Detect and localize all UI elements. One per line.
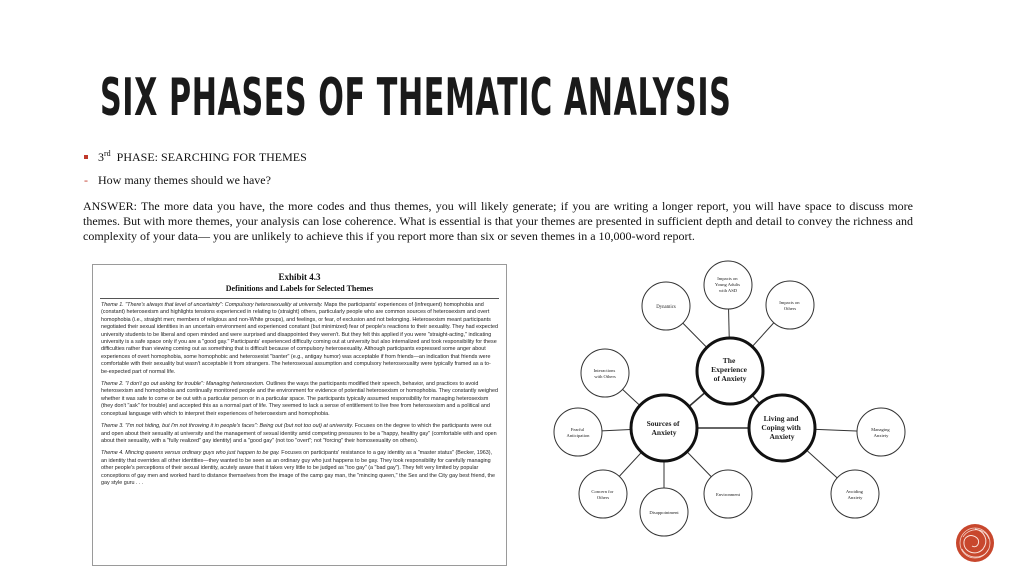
theme-2-text: Outlines the ways the participants modified their speech, behavior, and practices to avoid heterosexism and homophobia and continually monitored people and the environment for evidence of potential heterosexism or homophobia. They constantly weighed whether it was safe to come or be out with a particular person or in a particular space. The participants typically assumed responsibility for managing heterosexism (they don't "ask" for trouble) and accepted this as a normal part of life. They seemed to lack a sense of entitlement to live free from heterosexism and a political and conceptual language with which to interpret their experiences of heterosexism and homophobia. bbox=[101, 381, 498, 417]
answer-paragraph: ANSWER: The more data you have, the more codes and thus themes, you will likely generate; if you are writing a longer report, you will have space to discuss more themes. But with more themes, your analysis can lose coherence. What is essential is that your themes are presented in sufficient depth and detail to convey the richness and complexity of your data— you are unlikely to achieve this if you report more than six or seven themes in a 10,000-word report. bbox=[83, 199, 913, 243]
theme-1-text: Maps the participants' experiences of (infrequent) homophobia and (constant) heterosexism and highlights tensions experienced in relating to (straight) others, particularly people who are common sources of heterosexism and overt homophobia (i.e., straight men; members of religious and non-White groups), and feelings, or fear, of exclusion and not belonging. Heterosexism meant participants negotiated their sexual identities in an uncertain environment and experienced constant (but minimized) fear of people's reactions to their sexuality. They had expected university students to be liberal and open minded and were surprised and disappointed they weren't. But they felt this applied if you were "straight-acting," indicating university is a safe space only if you are a "good gay." Participants' experienced difficulty coming out at university but also internalized and took responsibility for these difficulties rather than viewing coming out as something that is difficult because of compulsory heterosexuality. Although participants expressed some anger about experiences of overt homophobia, some homophobic and heterosexist "banter" (e.g., antigay humor) was acceptable if from friends—an indication that friends were comfortable with their sexuality but wasn't acceptable it from strangers. The heterosexual assumption and compulsory heterosexuality were typically framed as a to-be-expected part of normal life. bbox=[101, 302, 498, 375]
exhibit-body bbox=[101, 302, 498, 487]
question-text: How many themes should we have? bbox=[98, 173, 271, 187]
theme-1-heading: Theme 1. "There's always that level of uncertainty": Compulsory heterosexuality at university. bbox=[101, 302, 323, 308]
theme-3-heading: Theme 3. "I'm not hiding, but I'm not throwing it in people's faces": Being out (but not too out) at university. bbox=[101, 423, 354, 430]
exhibit-theme-3 bbox=[101, 423, 498, 445]
exhibit-subtitle: Definitions and Labels for Selected Themes bbox=[225, 284, 374, 293]
node-environment: Environment bbox=[716, 492, 740, 497]
exhibit-theme-1 bbox=[101, 302, 498, 376]
phase-ordinal bbox=[98, 150, 111, 164]
swirl-logo-icon bbox=[955, 523, 995, 563]
node-living-and-coping: Living and Coping with Anxiety bbox=[761, 414, 801, 441]
square-bullet-icon bbox=[84, 155, 88, 159]
theme-4-heading: Theme 4. Mincing queens versus ordinary guys who just happen to be gay. bbox=[101, 450, 280, 457]
dash-bullet-icon: - bbox=[84, 173, 88, 187]
node-dynamics: Dynamics bbox=[656, 305, 676, 310]
exhibit-divider bbox=[100, 298, 499, 299]
bullet-question bbox=[84, 173, 271, 187]
node-sources-of-anxiety: Sources of Anxiety bbox=[646, 419, 680, 437]
node-impacts-on-others: Impacts on Others bbox=[779, 300, 800, 311]
exhibit-theme-4 bbox=[101, 450, 498, 487]
theme-4-text: Focuses on participants' resistance to a gay identity as a "master status" (Becker, 1963), an identity that overrides all other identities—they wanted to be seen as an ordinary guy who just happens to be gay. They took responsibility for carefully managing other people's perceptions of their sexual identity, acutely aware that it takes very little to be judged as "too gay" (a "bad gay"). They felt very limited by popular conceptions of gay men and worked hard to distance themselves from the image of the camp gay man, the "mincing queen," the Sex and the City gay best friend, the gay style guru . . . bbox=[101, 450, 495, 486]
node-interactions-with-others: Interactions with Others bbox=[593, 368, 616, 379]
phase-text: PHASE: SEARCHING FOR THEMES bbox=[116, 150, 307, 164]
node-experience-of-anxiety: The Experience of Anxiety bbox=[711, 356, 747, 383]
node-managing-anxiety: Managing Anxiety bbox=[871, 427, 890, 438]
exhibit-image bbox=[92, 264, 507, 566]
theme-3-text: Focuses on the degree to which the participants were out and open about their sexuality at university and the management of sexual identity amid competing pressures to be a "happy, healthy gay" (comfortable with and open about their sexuality, with a "fully realized" gay identity) and a "good gay" (not too "overt"; not "forcing" their homosexuality on others). bbox=[101, 423, 497, 444]
slide-title: SIX PHASES OF THEMATIC ANALYSIS bbox=[100, 68, 732, 128]
exhibit-theme-2 bbox=[101, 381, 498, 418]
node-impacts-young-adults: Impacts on Young Adults with ASD bbox=[714, 276, 741, 293]
theme-map-diagram bbox=[540, 258, 930, 558]
phase-ordinal-number: 3 bbox=[98, 150, 104, 164]
phase-ordinal-suffix: rd bbox=[104, 149, 111, 158]
node-avoiding-anxiety: Avoiding Anxiety bbox=[845, 489, 863, 500]
node-concern-for-others: Concern for Others bbox=[591, 489, 614, 500]
bullet-phase bbox=[84, 147, 307, 164]
theme-2-heading: Theme 2. "I don't go out asking for trouble": Managing heterosexism. bbox=[101, 381, 265, 388]
node-disappointment: Disappointment bbox=[649, 510, 679, 515]
exhibit-title: Exhibit 4.3 bbox=[278, 272, 321, 282]
node-fearful-anticipation: Fearful Anticipation bbox=[566, 427, 590, 438]
